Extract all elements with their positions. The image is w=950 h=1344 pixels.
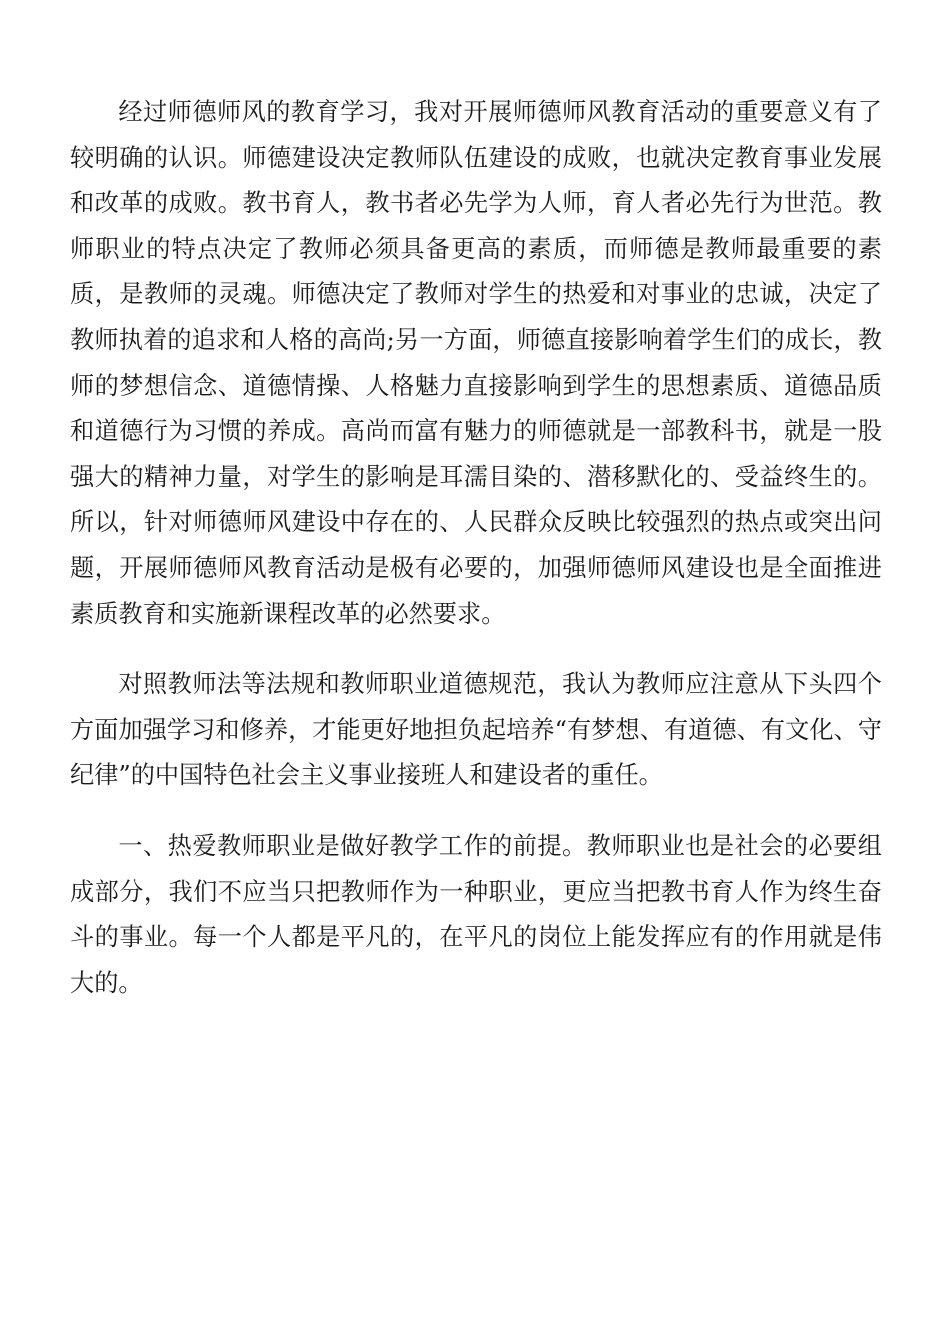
document-body: [70, 90, 882, 1006]
paragraph-3: 一、热爱教师职业是做好教学工作的前提。教师职业也是社会的必要组成部分，我们不应当只把教师作为一种职业，更应当把教书育人作为终生奋斗的事业。每一个人都是平凡的，在平凡的岗位上能发挥应有的作用就是伟大的。: [70, 831, 882, 997]
paragraph-2: 对照教师法等法规和教师职业道德规范，我认为教师应注意从下头四个方面加强学习和修养，才能更好地担负起培养“有梦想、有道德、有文化、守纪律”的中国特色社会主义事业接班人和建设者的重任。: [70, 670, 882, 790]
paragraph-1: 经过师德师风的教育学习，我对开展师德师风教育活动的重要意义有了较明确的认识。师德建设决定教师队伍建设的成败，也就决定教育事业发展和改革的成败。教书育人，教书者必先学为人师，育人者必先行为世范。教师职业的特点决定了教师必须具备更高的素质，而师德是教师最重要的素质，是教师的灵魂。师德决定了教师对学生的热爱和对事业的忠诚，决定了教师执着的追求和人格的高尚;另一方面，师德直接影响着学生们的成长，教师的梦想信念、道德情操、人格魅力直接影响到学生的思想素质、道德品质和道德行为习惯的养成。高尚而富有魅力的师德就是一部教科书，就是一股强大的精神力量，对学生的影响是耳濡目染的、潜移默化的、受益终生的。所以，针对师德师风建设中存在的、人民群众反映比较强烈的热点或突出问题，开展师德师风教育活动是极有必要的，加强师德师风建设也是全面推进素质教育和实施新课程改革的必然要求。: [70, 98, 882, 628]
